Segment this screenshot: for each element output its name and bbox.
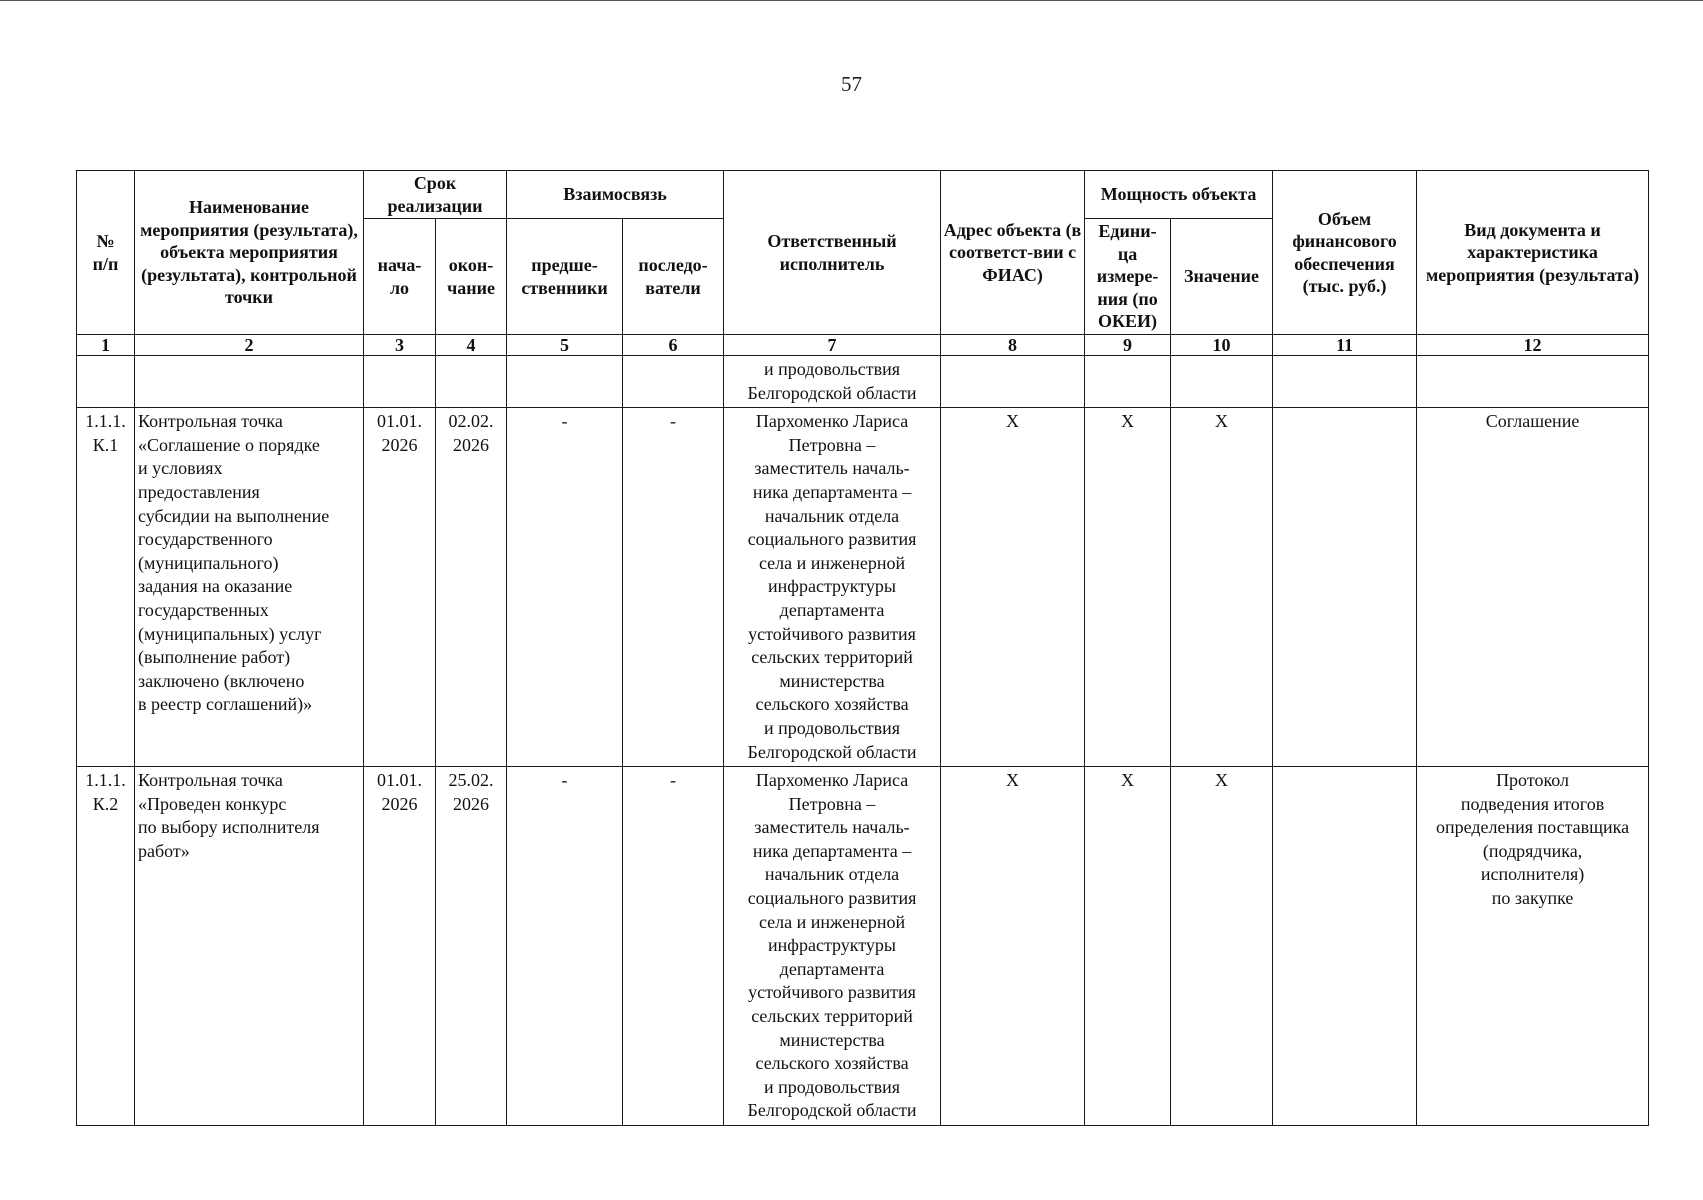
cell-end: 25.02. 2026 <box>436 767 507 1126</box>
column-number: 4 <box>436 335 507 356</box>
cell-name: Контрольная точка «Соглашение о порядке и условиях предоставления субсидии на выполнение государственного (муниципального) задания на оказание государственных (муниципальных) услуг (выполнение работ) заключено (включено в реестр соглашений)» <box>135 408 364 767</box>
cell-name: Контрольная точка «Проведен конкурс по выбору исполнителя работ» <box>135 767 364 1126</box>
column-number: 5 <box>507 335 623 356</box>
cell-address: Х <box>941 767 1085 1126</box>
header-document: Вид документа и характеристика мероприятия (результата) <box>1417 171 1649 335</box>
cell-num: 1.1.1. К.1 <box>77 408 135 767</box>
cell-start: 01.01. 2026 <box>364 408 436 767</box>
column-number-row <box>77 335 1649 356</box>
header-finance: Объем финансового обеспечения (тыс. руб.) <box>1273 171 1417 335</box>
column-number: 6 <box>623 335 724 356</box>
cell-document: Соглашение <box>1417 408 1649 767</box>
cell-unit: Х <box>1085 408 1171 767</box>
cell-next: - <box>623 408 724 767</box>
header-responsible: Ответственный исполнитель <box>724 171 941 335</box>
cell-address: Х <box>941 408 1085 767</box>
cell-responsible: Пархоменко Лариса Петровна – заместитель началь- ника департамента – начальник отдела социального развития села и инженерной инфраструктуры департамента устойчивого развития сельских территорий министерства сельского хозяйства и продовольствия Белгородской области <box>724 408 941 767</box>
header-term-start: нача- ло <box>364 219 436 335</box>
cell-finance <box>1273 408 1417 767</box>
header-link-prev: предше- ственники <box>507 219 623 335</box>
column-number: 1 <box>77 335 135 356</box>
cell-prev: - <box>507 767 623 1126</box>
cell-responsible: и продовольствия Белгородской области <box>724 356 941 408</box>
cell-value: Х <box>1171 408 1273 767</box>
cell-finance <box>1273 767 1417 1126</box>
header-address: Адрес объекта (в соответст-вии с ФИАС) <box>941 171 1085 335</box>
cell-value: Х <box>1171 767 1273 1126</box>
cell-responsible: Пархоменко Лариса Петровна – заместитель началь- ника департамента – начальник отдела социального развития села и инженерной инфраструктуры департамента устойчивого развития сельских территорий министерства сельского хозяйства и продовольствия Белгородской области <box>724 767 941 1126</box>
page-number: 57 <box>841 72 862 96</box>
header-link-next: последо- ватели <box>623 219 724 335</box>
header-capacity: Мощность объекта <box>1085 171 1273 219</box>
header-num: № п/п <box>77 171 135 335</box>
header-link: Взаимосвязь <box>507 171 724 219</box>
cell-next: - <box>623 767 724 1126</box>
cell-prev: - <box>507 408 623 767</box>
cell-start: 01.01. 2026 <box>364 767 436 1126</box>
cell-num: 1.1.1. К.2 <box>77 767 135 1126</box>
column-number: 7 <box>724 335 941 356</box>
plan-table <box>76 170 1649 1126</box>
column-number: 11 <box>1273 335 1417 356</box>
table-row <box>77 408 1649 767</box>
column-number: 2 <box>135 335 364 356</box>
column-number: 9 <box>1085 335 1171 356</box>
cell-unit: Х <box>1085 767 1171 1126</box>
column-number: 8 <box>941 335 1085 356</box>
cell-document: Протокол подведения итогов определения поставщика (подрядчика, исполнителя) по закупке <box>1417 767 1649 1126</box>
header-term: Срок реализации <box>364 171 507 219</box>
table-row <box>77 767 1649 1126</box>
header-capacity-unit: Едини- ца измере- ния (по ОКЕИ) <box>1085 219 1171 335</box>
column-number: 12 <box>1417 335 1649 356</box>
header-capacity-value: Значение <box>1171 219 1273 335</box>
header-term-end: окон- чание <box>436 219 507 335</box>
table-row-continuation <box>77 356 1649 408</box>
header-name: Наименование мероприятия (результата), объекта мероприятия (результата), контрольной точки <box>135 171 364 335</box>
column-number: 10 <box>1171 335 1273 356</box>
top-rule <box>0 0 1703 1</box>
column-number: 3 <box>364 335 436 356</box>
cell-end: 02.02. 2026 <box>436 408 507 767</box>
